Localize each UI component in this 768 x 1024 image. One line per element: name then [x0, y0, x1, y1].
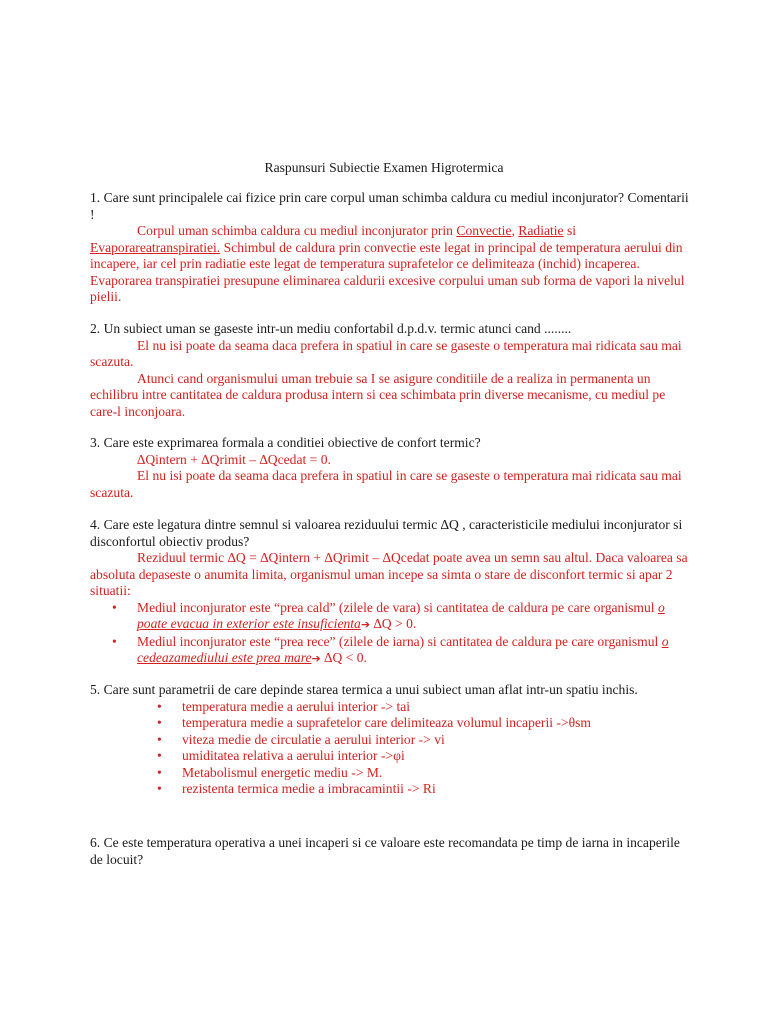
answer-4-text: Reziduul termic ∆Q = ∆Qintern + ∆Qrimit – ∆Qcedat poate avea un semn sau altul. Daca valoarea sa absoluta depaseste o anumita limita, organismul uman incepe sa simta o stare de disconfort termic si apar 2 situatii: — [90, 550, 688, 598]
bullet-1-result: ∆Q > 0. — [370, 616, 417, 631]
term-evaporare: Evaporareatranspiratiei. — [90, 239, 221, 255]
bullet-icon: • — [112, 599, 117, 615]
list-item — [90, 781, 690, 798]
answer-1-body: Schimbul de caldura prin convectie este legat in principal de temperatura aerului din incapere, iar cel prin radiatie este legat de temperatura suprafetelor ce delimiteaza (inchid) incaperea. Evaporarea transpiratiei presupune eliminarea caldurii excesive corpului uman sub forma de vapori la nivelul pielii. — [90, 239, 685, 304]
answer-2b-text: Atunci cand organismului uman trebuie sa I se asigure conditiile de a realiza in permanenta un echilibru intre cantitatea de caldura produsa intern si cea schimbata prin diverse mecanisme, cu mediul pe care-l inconjoara. — [90, 370, 666, 419]
question-1-text: 1. Care sunt principalele cai fizice prin care corpul uman schimba caldura cu mediul inconjurator? Comentarii ! — [90, 190, 689, 222]
parameter-item: umiditatea relativa a aerului interior ->φi — [182, 748, 405, 763]
parameter-item: Metabolismul energetic mediu -> M. — [182, 764, 383, 780]
question-5-block — [90, 682, 690, 798]
bullet-1-emphasis: o poate evacua in exterior este insuficienta — [137, 599, 665, 631]
parameter-item: temperatura medie a aerului interior -> tai — [182, 698, 411, 714]
bullet-1-intro: Mediul inconjurator este “prea cald” (zilele de vara) si cantitatea de caldura pe care organismul — [137, 599, 658, 615]
term-convectie: Convectie — [456, 223, 512, 238]
answer-1-text — [90, 223, 690, 306]
answer-3-text: El nu isi poate da seama daca prefera in spatiul in care se gaseste o temperatura mai ridicata sau mai scazuta. — [90, 468, 682, 500]
bullet-icon: • — [157, 698, 162, 714]
answer-1-intro: Corpul uman schimba caldura cu mediul inconjurator prin — [137, 223, 457, 238]
bullet-icon: • — [157, 748, 162, 763]
parameter-list — [90, 699, 690, 798]
list-item — [90, 715, 690, 732]
parameter-item: rezistenta termica medie a imbracamintii -> Ri — [182, 781, 436, 796]
bullet-icon: • — [157, 764, 162, 780]
bullet-icon: • — [157, 715, 162, 730]
formula-text: ∆Qintern + ∆Qrimit – ∆Qcedat = 0. — [137, 451, 331, 467]
list-item — [90, 600, 690, 634]
question-6-block — [90, 835, 690, 868]
bullet-icon: • — [157, 731, 162, 747]
question-4-text: 4. Care este legatura dintre semnul si valoarea reziduului termic ∆Q , caracteristicile mediului inconjurator si disconfortul obiectiv produs? — [90, 517, 683, 549]
parameter-item: temperatura medie a suprafetelor care delimiteaza volumul incaperii ->θsm — [182, 715, 591, 730]
bullet-2-intro: Mediul inconjurator este “prea rece” (zilele de iarna) si cantitatea de caldura pe care organismul — [137, 633, 662, 649]
question-3-block — [90, 435, 690, 501]
bullet-2-result: ∆Q < 0. — [320, 650, 367, 665]
arrow-right-icon: ➔ — [360, 618, 371, 631]
bullet-2-emphasis: o cedeazamediului este prea mare — [137, 633, 669, 665]
parameter-item: viteza medie de circulatie a aerului interior -> vi — [182, 731, 445, 747]
question-1-block — [90, 190, 690, 306]
question-5-text: 5. Care sunt parametrii de care depinde starea termica a unui subiect uman aflat intr-un spatiu inchis. — [90, 682, 638, 697]
list-item — [90, 732, 690, 749]
answer-1-comma: , — [511, 223, 519, 238]
bullet-icon: • — [112, 633, 117, 649]
question-2-block — [90, 321, 690, 420]
list-item — [90, 765, 690, 782]
answer-2a-text: El nu isi poate da seama daca prefera in spatiul in care se gaseste o temperatura mai ridicata sau mai scazuta. — [90, 337, 682, 369]
answer-1-si: si — [563, 223, 577, 238]
list-item — [90, 699, 690, 716]
question-6-text: 6. Ce este temperatura operativa a unei incaperi si ce valoare este recomandata pe timp de iarna in incaperile de locuit? — [90, 835, 680, 867]
arrow-right-icon: ➔ — [311, 652, 321, 665]
term-radiatie: Radiatie — [518, 223, 564, 238]
list-item — [90, 748, 690, 765]
list-item — [90, 634, 690, 668]
page-title: Raspunsuri Subiectie Examen Higrotermica — [264, 160, 504, 175]
question-3-text: 3. Care este exprimarea formala a conditiei obiective de confort termic? — [90, 435, 481, 450]
answer-4-list — [90, 600, 690, 668]
question-2-text: 2. Un subiect uman se gaseste intr-un mediu confortabil d.p.d.v. termic atunci cand ........ — [90, 321, 572, 336]
question-4-block — [90, 517, 690, 668]
bullet-icon: • — [157, 781, 162, 796]
